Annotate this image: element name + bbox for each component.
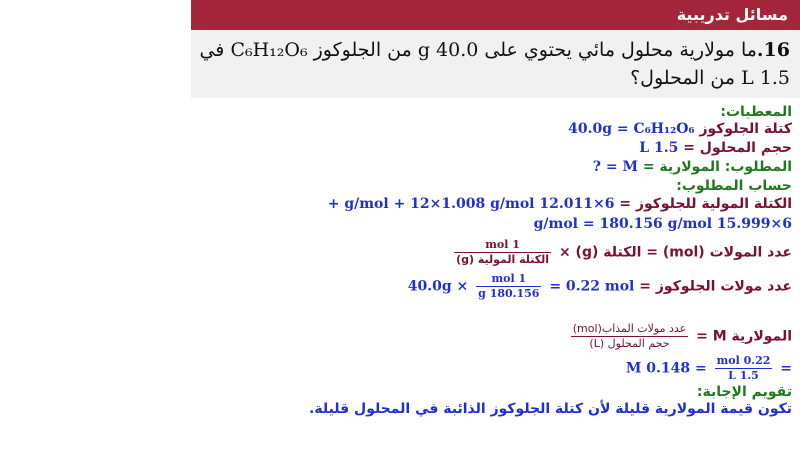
moles-formula-numerator: 1 mol bbox=[454, 238, 551, 253]
moles-glucose-label: عدد مولات الجلوكوز = bbox=[639, 278, 792, 295]
moles-glucose-denominator: 180.156 g bbox=[478, 287, 540, 300]
molar-mass-line-1 bbox=[292, 196, 792, 216]
moles-formula-fraction bbox=[454, 238, 551, 267]
moles-formula-denominator: الكتلة المولية (g) bbox=[456, 253, 550, 266]
molar-mass-expr-1: 6×12.011 g/mol + 12×1.008 g/mol + bbox=[327, 196, 615, 212]
question-box bbox=[191, 30, 800, 98]
moles-formula-line bbox=[292, 238, 792, 272]
moles-glucose-fraction bbox=[476, 272, 541, 301]
molarity-formula-line bbox=[292, 322, 792, 354]
molarity-result: = 0.148 M bbox=[625, 360, 707, 377]
mass-label: كتلة الجلوكوز bbox=[699, 121, 792, 137]
required-line bbox=[292, 159, 792, 178]
molarity-calc-line bbox=[292, 354, 792, 384]
givens-heading: المعطيات: bbox=[720, 104, 792, 120]
molarity-fraction bbox=[571, 322, 689, 351]
volume-given bbox=[292, 140, 792, 159]
mass-value: 40.0g = C₆H₁₂O₆ bbox=[568, 121, 695, 137]
molarity-label: المولارية M = bbox=[696, 328, 792, 345]
molarity-calc-numerator: 0.22 mol bbox=[716, 354, 771, 367]
moles-glucose-mass: 40.0g × bbox=[407, 278, 469, 295]
molarity-calc-equals: = bbox=[780, 360, 792, 377]
solution-block bbox=[292, 104, 792, 419]
required-label: المطلوب: المولارية = bbox=[642, 159, 792, 175]
question-text: ما مولارية محلول مائي يحتوي على 40.0 g من الجلوكوز C₆H₁₂O₆ في 1.5 L من المحلول؟ bbox=[199, 39, 790, 89]
moles-glucose-line bbox=[292, 272, 792, 314]
moles-formula-label: عدد المولات (mol) = الكتلة (g) × bbox=[558, 244, 792, 261]
molarity-calc-fraction bbox=[715, 354, 773, 383]
volume-value: 1.5 L bbox=[639, 140, 679, 156]
evaluation-heading: تقويم الإجابة: bbox=[696, 384, 792, 400]
section-title: مسائل تدريبية bbox=[676, 5, 788, 24]
question-number: 16. bbox=[756, 39, 790, 61]
evaluation-text: تكون قيمة المولارية قليلة لأن كتلة الجلوكوز الذائبة في المحلول قليلة. bbox=[309, 401, 792, 417]
calc-heading: حساب المطلوب: bbox=[676, 178, 792, 194]
moles-glucose-result: = 0.22 mol bbox=[549, 278, 635, 295]
mass-given bbox=[292, 121, 792, 140]
molarity-denominator: حجم المحلول (L) bbox=[589, 337, 670, 350]
molar-mass-expr-2: 6×15.999 g/mol = 180.156 g/mol bbox=[533, 216, 792, 232]
molarity-numerator: عدد مولات المذاب(mol) bbox=[572, 322, 687, 335]
volume-label: حجم المحلول = bbox=[683, 140, 792, 156]
section-header bbox=[191, 0, 800, 30]
required-value: M = ? bbox=[592, 159, 638, 175]
moles-glucose-numerator: 1 mol bbox=[476, 272, 541, 287]
molar-mass-label: الكتلة المولية للجلوكوز = bbox=[619, 196, 792, 212]
molarity-calc-denominator: 1.5 L bbox=[728, 369, 759, 382]
